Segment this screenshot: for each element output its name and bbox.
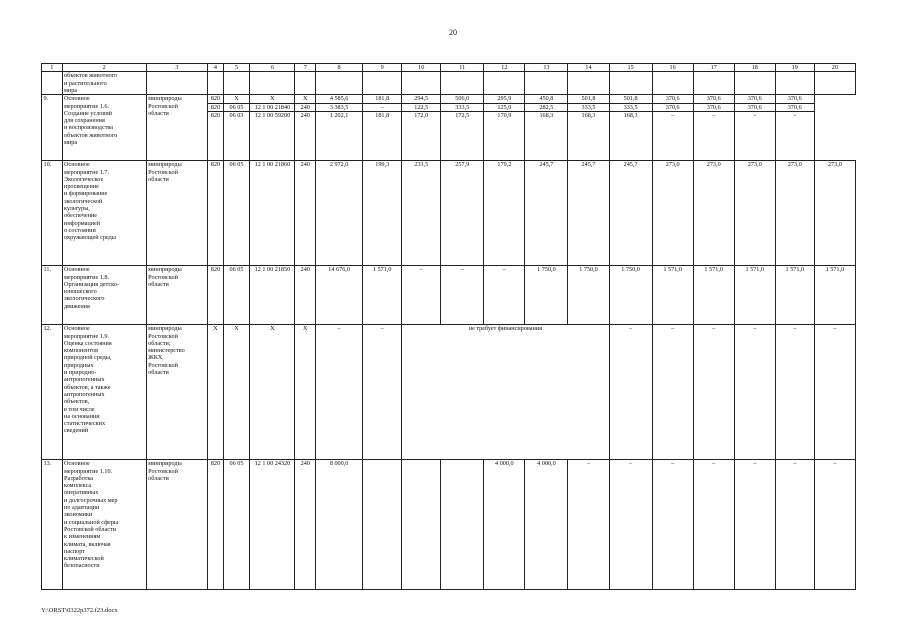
rzpr-cell: X 06 05 06 03 [223,95,250,161]
no-funding-note: не требует финансирования [402,325,609,460]
value-cell: X [295,325,316,460]
value-cell: 181,8 – 181,8 [363,95,402,161]
value-cell: 1 750,0 [609,266,652,325]
value-cell: 06 05 [223,460,250,590]
value-cell: – [693,325,734,460]
header-cell: 7 [295,64,316,72]
row-number: 11. [42,266,63,325]
value-cell: – [484,266,525,325]
value-cell: – [316,325,363,460]
value-cell: 1 571,0 [775,266,814,325]
value-cell: 294,5 122,5 172,0 [402,95,441,161]
value-cell: – [609,325,652,460]
value-cell: 1 571,0 [693,266,734,325]
value-cell [441,460,484,590]
value-cell: – [652,325,693,460]
value-cell [363,460,402,590]
value-cell: – [775,460,814,590]
value-cell: 273,0 [814,161,855,266]
value-cell: – [568,460,609,590]
header-cell: 1 [42,64,63,72]
header-cell: 20 [814,64,855,72]
value-cell: 1 571,0 [363,266,402,325]
measure-name: Основное мероприятие 1.8. Организация детско- юношеского экологического движения [62,266,146,325]
table-row [42,266,856,325]
value-cell: 820 [208,161,223,266]
value-cell: 820 [208,460,223,590]
value-cell: 1 571,0 [814,266,855,325]
header-cell: 9 [363,64,402,72]
value-cell: X [250,325,295,460]
value-cell: 273,0 [775,161,814,266]
value-cell: 1 750,0 [568,266,609,325]
value-cell: 501,8 333,5 168,3 [568,95,609,161]
table-row [42,95,856,161]
header-cell: 10 [402,64,441,72]
value-cell: 1 571,0 [734,266,775,325]
value-cell: 12 1 00 24320 [250,460,295,590]
value-cell: 14 676,0 [316,266,363,325]
value-cell: 1 750,0 [525,266,568,325]
executor: минприроды Ростовской области; министерство ЖКХ Ростовской области [146,325,208,460]
table-row [42,460,856,590]
header-cell: 17 [693,64,734,72]
value-cell: 8 000,0 [316,460,363,590]
header-cell: 6 [250,64,295,72]
value-cell: – [775,325,814,460]
header-cell: 12 [484,64,525,72]
header-cell: 4 [208,64,223,72]
value-cell: 295,9 125,0 170,9 [484,95,525,161]
row-number: 9. [42,95,63,161]
value-cell: 2 972,0 [316,161,363,266]
budget-table [41,63,856,590]
value-cell: 245,7 [525,161,568,266]
measure-name: объектов животного и растительного мира [62,72,146,95]
page-number: 20 [449,28,457,37]
value-cell: 12 1 00 21860 [250,161,295,266]
value-cell: 501,8 333,5 168,3 [609,95,652,161]
value-cell: – [441,266,484,325]
value-cell: – [693,460,734,590]
value-cell: 12 1 00 21850 [250,266,295,325]
value-cell: 820 [208,266,223,325]
executor: минприроды Ростовской области [146,266,208,325]
header-row [42,64,856,72]
value-cell: 199,3 [363,161,402,266]
value-cell: – [734,460,775,590]
value-cell: 370,6 370,6 – [734,95,775,161]
value-cell: 506,0 333,5 172,5 [441,95,484,161]
value-cell: – [652,460,693,590]
value-cell: – [402,266,441,325]
value-cell: 273,0 [734,161,775,266]
value-cell: 245,7 [568,161,609,266]
value-cell: 1 571,0 [652,266,693,325]
header-cell: 15 [609,64,652,72]
value-cell: 240 [295,266,316,325]
value-cell: 4 000,0 [484,460,525,590]
value-cell: 450,8 282,5 168,3 [525,95,568,161]
csr-cell: X 12 1 00 21840 12 1 00 59200 [250,95,295,161]
table-row [42,325,856,460]
measure-name: Основное мероприятие 1.10. Разработка комплекса оперативных и долгосрочных мер по адаптации экономики и социальной сферы Ростовской области к изменениям климата, включая паспорт климатической безопасности [62,460,146,590]
header-cell: 2 [62,64,146,72]
value-cell: 233,5 [402,161,441,266]
executor: минприроды Ростовской области [146,460,208,590]
executor: минприроды Ростовской области [146,161,208,266]
value-cell: 240 [295,161,316,266]
value-cell: 370,6 370,6 – [693,95,734,161]
value-cell: – [734,325,775,460]
row-number: 13. [42,460,63,590]
executor: минприроды Ростовской области [146,95,208,161]
header-cell: 19 [775,64,814,72]
measure-name: Основное мероприятие 1.7. Экологическое просвещение и формирование экологической культуры, обеспечение информацией о состоянии окружающей среды [62,161,146,266]
header-cell: 14 [568,64,609,72]
header-cell: 11 [441,64,484,72]
row-number: 10. [42,161,63,266]
value-cell: – [609,460,652,590]
value-cell: 370,6 370,6 – [652,95,693,161]
header-cell: 16 [652,64,693,72]
value-cell: 245,7 [609,161,652,266]
value-cell: 06 05 [223,161,250,266]
value-cell: – [814,325,855,460]
value-cell: 4 585,6 3 383,5 1 202,1 [316,95,363,161]
vr-cell: X 240 240 [295,95,316,161]
value-cell [402,460,441,590]
table-row [42,161,856,266]
value-cell: 06 05 [223,266,250,325]
header-cell: 5 [223,64,250,72]
value-cell: 273,0 [693,161,734,266]
header-cell: 18 [734,64,775,72]
value-cell: 257,9 [441,161,484,266]
value-cell: – [363,325,402,460]
value-cell: 4 000,0 [525,460,568,590]
value-cell: X [223,325,250,460]
grbs-cell: 820 820 820 [208,95,223,161]
value-cell: 240 [295,460,316,590]
header-cell: 8 [316,64,363,72]
value-cell: X [208,325,223,460]
footer-file-path: Y:\ORST\0322p372.f23.docx [41,607,118,614]
value-cell: 179,2 [484,161,525,266]
row-number: 12. [42,325,63,460]
value-cell: 370,6 370,6 – [775,95,814,161]
value-cell: – [814,460,855,590]
table-row-continuation [42,72,856,95]
measure-name: Основное мероприятие 1.9. Оценка состояния компонентов природной среды, природных и природно- антропогенных объектов, а также антропогенных объектов, в том числе на основании статистических сведений [62,325,146,460]
header-cell: 3 [146,64,208,72]
value-cell: 273,0 [652,161,693,266]
header-cell: 13 [525,64,568,72]
measure-name: Основное мероприятие 1.6. Создание условий для сохранения и воспроизводства объектов животного мира [62,95,146,161]
